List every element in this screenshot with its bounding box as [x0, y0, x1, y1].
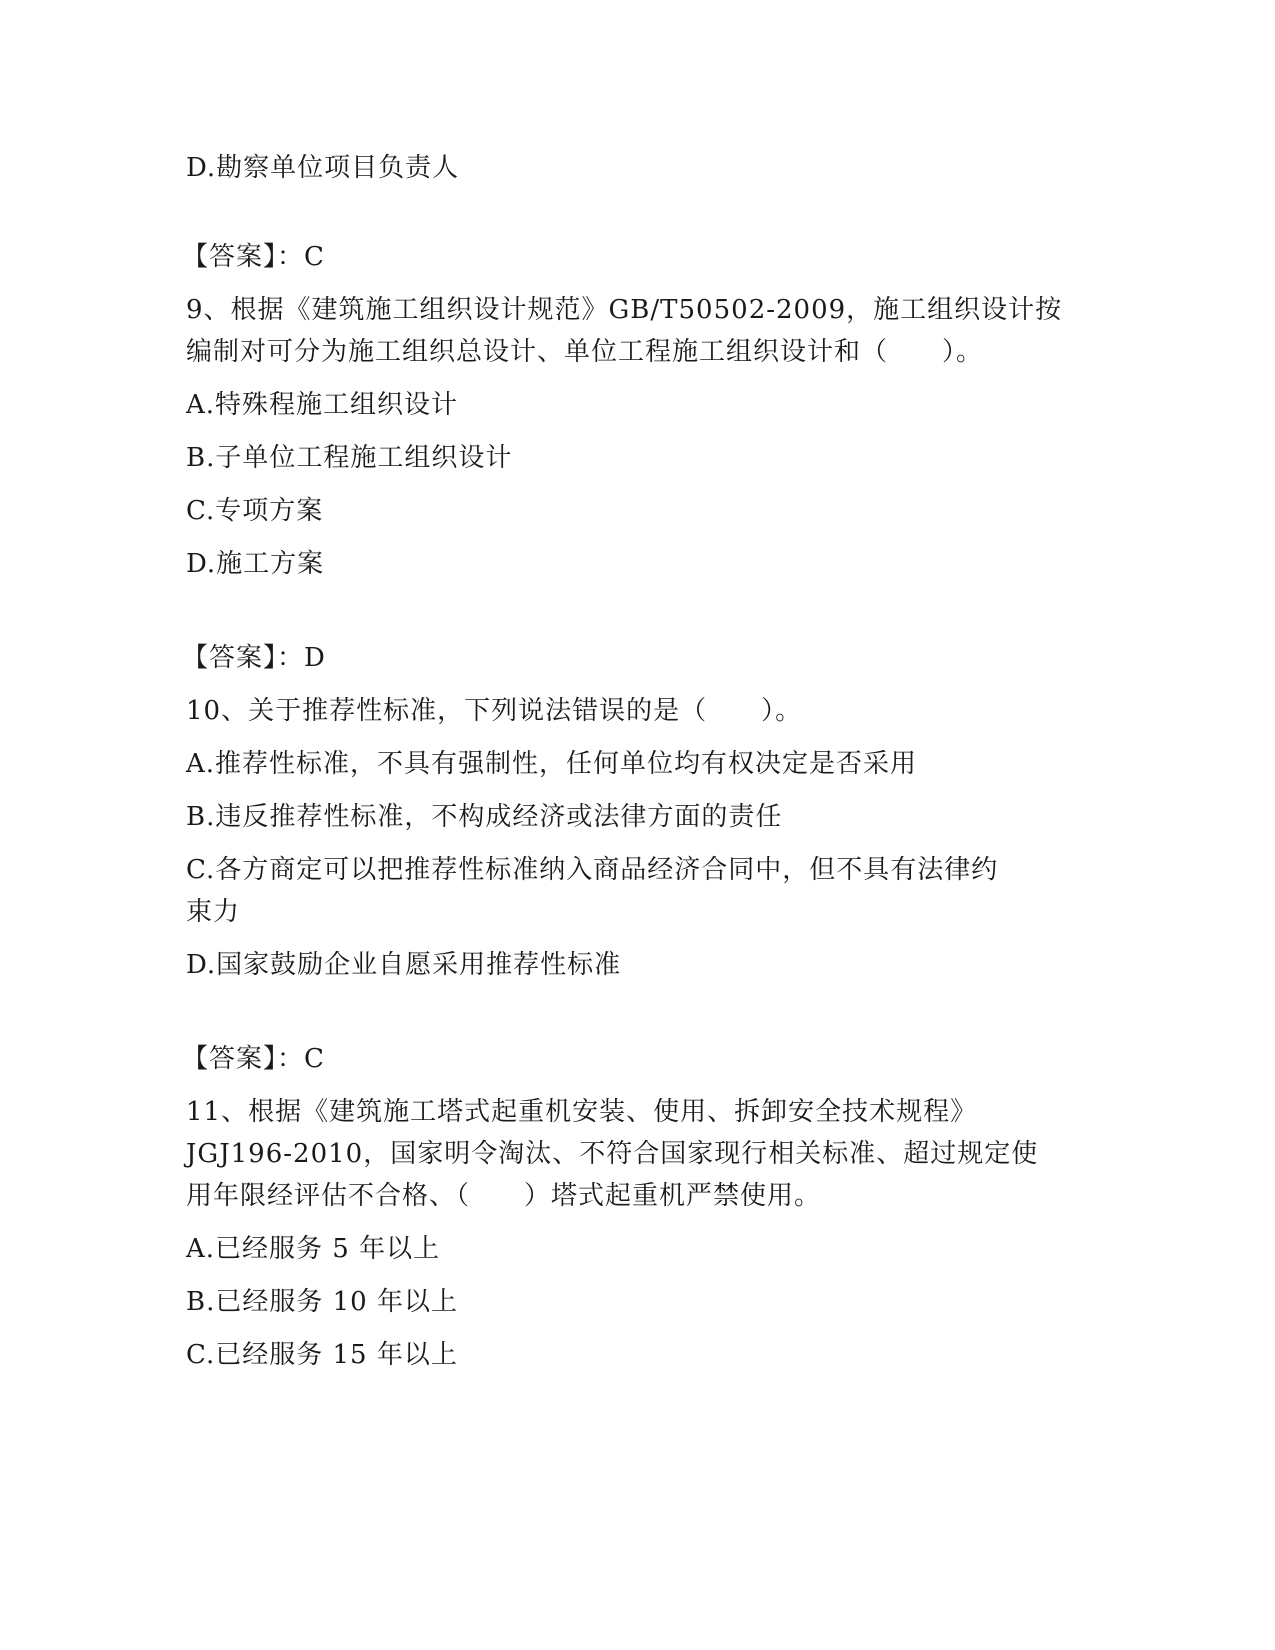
option-line: A.推荐性标准，不具有强制性，任何单位均有权决定是否采用 [186, 749, 918, 779]
option-line: B.违反推荐性标准，不构成经济或法律方面的责任 [186, 802, 783, 832]
option-line: A.已经服务 5 年以上 [186, 1234, 441, 1264]
question-line: 9、根据《建筑施工组织设计规范》GB/T50502-2009，施工组织设计按 [186, 295, 1063, 325]
option-line: A.特殊程施工组织设计 [186, 390, 459, 420]
question-line-continued: 编制对可分为施工组织总设计、单位工程施工组织设计和（ ）。 [186, 337, 984, 367]
question-line-continued: JGJ196-2010，国家明令淘汰、不符合国家现行相关标准、超过规定使 [186, 1139, 1039, 1169]
option-line: B.已经服务 10 年以上 [186, 1287, 458, 1317]
option-line: B.子单位工程施工组织设计 [186, 443, 513, 473]
option-line: C.各方商定可以把推荐性标准纳入商品经济合同中，但不具有法律约 [186, 855, 999, 885]
option-line: C.专项方案 [186, 496, 324, 526]
option-line: D.国家鼓励企业自愿采用推荐性标准 [186, 950, 622, 980]
option-line: C.已经服务 15 年以上 [186, 1340, 458, 1370]
option-line: D.勘察单位项目负责人 [186, 153, 460, 183]
answer-line: 【答案】：C [182, 1044, 325, 1074]
answer-line: 【答案】：C [182, 242, 325, 272]
answer-line: 【答案】：D [182, 643, 326, 673]
option-line: D.施工方案 [186, 549, 325, 579]
question-line-continued: 用年限经评估不合格、（ ）塔式起重机严禁使用。 [186, 1181, 822, 1211]
question-line: 11、根据《建筑施工塔式起重机安装、使用、拆卸安全技术规程》 [186, 1097, 978, 1127]
question-line: 10、关于推荐性标准，下列说法错误的是（ ）。 [186, 696, 803, 726]
option-line-continued: 束力 [186, 897, 241, 927]
